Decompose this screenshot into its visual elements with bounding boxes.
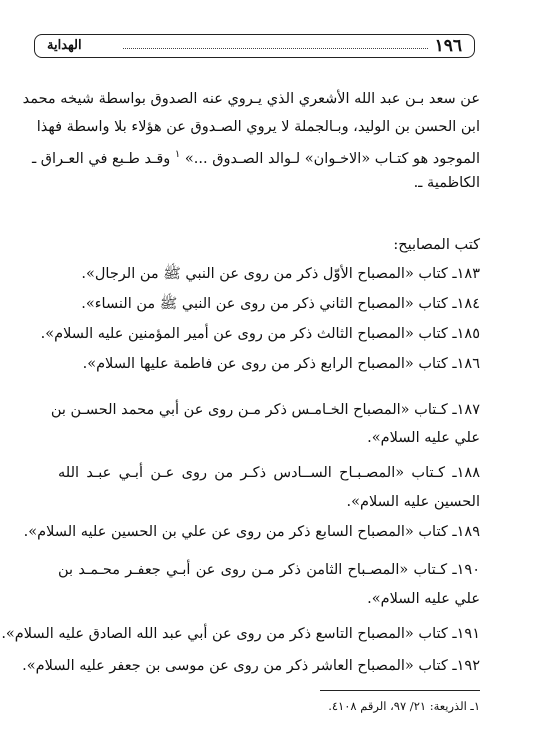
- entry-185: ١٨٥ـ كتاب «المصباح الثالث ذكر من روى عن أمير المؤمنين عليه السلام».: [40, 326, 480, 342]
- entry-190-line-1: ١٩٠ـ كـتاب «المصـباح الثامن ذكر مـن روى عن أبـي جعفـر محـمـد بن: [58, 562, 480, 578]
- body-line-3-tail: وقـد طـبع في العـراق ـ: [31, 150, 175, 167]
- entry-189: ١٨٩ـ كتاب «المصباح السابع ذكر من روى عن علي بن الحسين عليه السلام».: [23, 524, 480, 540]
- page-number: ١٩٦: [434, 36, 462, 56]
- footnote: ١ـ الذريعة: ٢١/ ٩٧، الرقم ٤١٠٨.: [328, 699, 480, 713]
- entry-187-line-1: ١٨٧ـ كـتاب «المصباح الخـامـس ذكر مـن روى عن أبي محمد الحسـن بن: [50, 402, 480, 418]
- section-heading: كتب المصابيح:: [393, 237, 480, 253]
- body-line-2: ابن الحسن بن الوليد، وبـالجملة لا يروي الصـدوق عن هؤلاء بلا واسطة فهذا: [36, 119, 480, 135]
- entry-187-line-2: علي عليه السلام».: [367, 430, 480, 446]
- book-title: الهداية: [47, 38, 82, 53]
- body-line-3-text: الموجود هو كتـاب «الاخـوان» لـوالد الصـدوق ...»: [180, 150, 480, 167]
- header-dotted-leader: [123, 48, 428, 49]
- entry-188-line-1: ١٨٨ـ كـتاب «المصـبـاح الســادس ذكـر من روى عـن أبـي عبـد الله: [58, 465, 480, 481]
- entry-188-line-2: الحسين عليه السلام».: [346, 494, 480, 510]
- running-header: [34, 34, 475, 58]
- footnote-separator: [320, 690, 480, 691]
- entry-191: ١٩١ـ كتاب «المصباح التاسع ذكر من روى عن أبي عبد الله الصادق عليه السلام».: [1, 626, 480, 642]
- entry-183: ١٨٣ـ كتاب «المصباح الأوّل ذكر من روى عن النبي ﷺ من الرجال».: [81, 266, 480, 282]
- body-line-1: عن سعد بـن عبد الله الأشعري الذي يـروي عنه الصدوق بواسطة شيخه محمد: [22, 91, 480, 107]
- body-line-4: الكاظمية ـ.: [413, 175, 480, 191]
- footnote-reference: ١: [174, 149, 181, 160]
- entry-184: ١٨٤ـ كتاب «المصباح الثاني ذكر من روى عن النبي ﷺ من النساء».: [81, 296, 480, 312]
- entry-192: ١٩٢ـ كتاب «المصباح العاشر ذكر من روى عن موسى بن جعفر عليه السلام».: [22, 658, 480, 674]
- entry-186: ١٨٦ـ كتاب «المصباح الرابع ذكر من روى عن فاطمة عليها السلام».: [82, 356, 480, 372]
- body-line-3: [31, 142, 480, 172]
- entry-190-line-2: علي عليه السلام».: [367, 591, 480, 607]
